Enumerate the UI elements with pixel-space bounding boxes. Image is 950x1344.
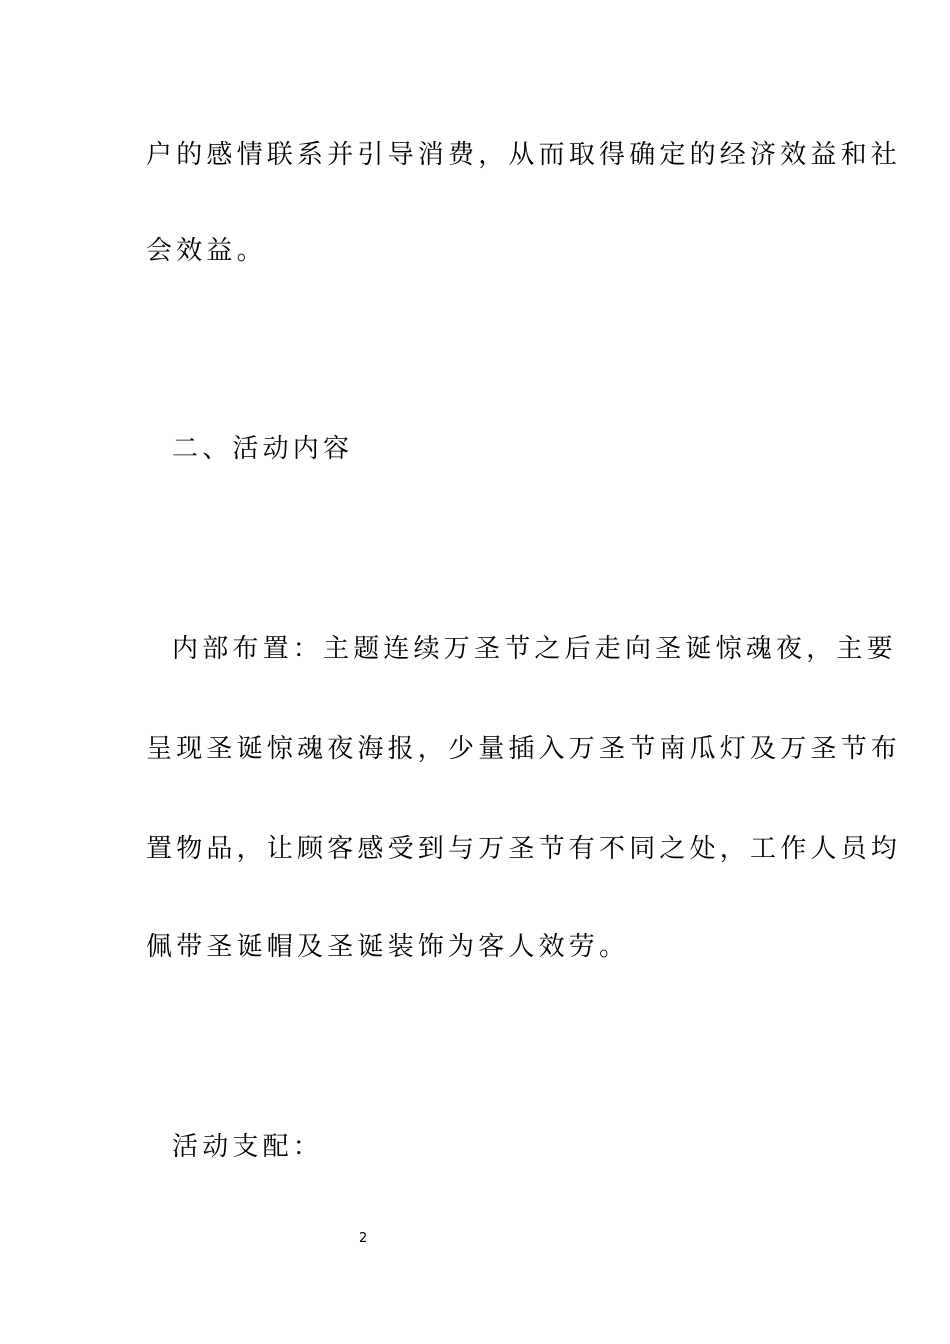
internal-layout-line-1: 内部布置：主题连续万圣节之后走向圣诞惊魂夜，主要: [172, 634, 897, 664]
section-heading-activity-content: 二、活动内容: [172, 434, 354, 464]
internal-layout-line-2: 呈现圣诞惊魂夜海报，少量插入万圣节南瓜灯及万圣节布: [146, 734, 902, 764]
activity-arrangement-heading: 活动支配：: [172, 1132, 324, 1162]
intro-line-2: 会效益。: [146, 236, 267, 266]
page-number: 2: [359, 1231, 368, 1246]
internal-layout-line-3: 置物品，让顾客感受到与万圣节有不同之处，工作人员均: [146, 834, 902, 864]
internal-layout-line-4: 佩带圣诞帽及圣诞装饰为客人效劳。: [146, 932, 630, 962]
intro-line-1: 户的感情联系并引导消费，从而取得确定的经济效益和社: [146, 140, 902, 170]
